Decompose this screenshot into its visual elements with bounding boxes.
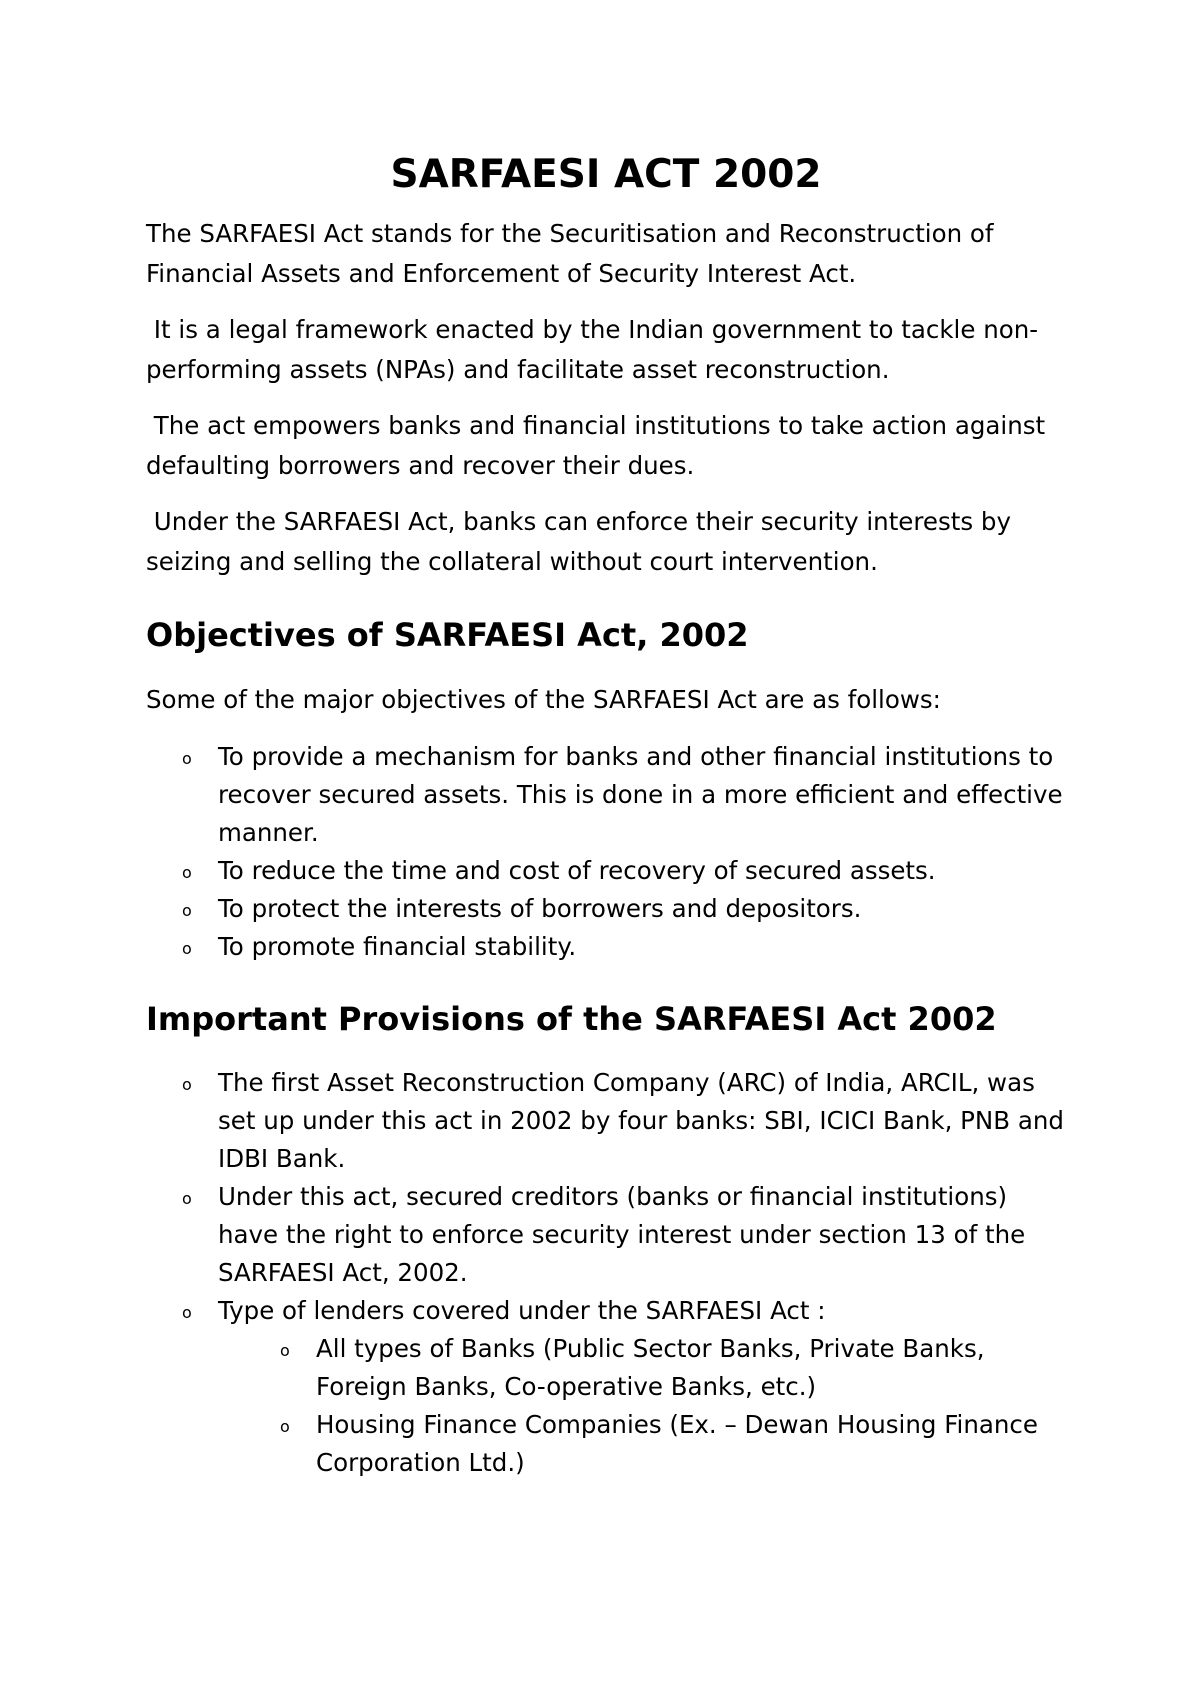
list-item bbox=[146, 928, 1066, 966]
bullet-icon: o bbox=[182, 901, 192, 920]
list-item-text: All types of Banks (Public Sector Banks, Private Banks, Foreign Banks, Co-operative Banks, etc.) bbox=[316, 1334, 985, 1401]
list-item bbox=[280, 1330, 1066, 1406]
paragraph-framework: It is a legal framework enacted by the Indian government to tackle non-performing assets (NPAs) and facilitate asset reconstruction. bbox=[146, 315, 1039, 384]
bullet-icon: o bbox=[280, 1341, 290, 1360]
list-item bbox=[146, 738, 1066, 852]
list-item-text: Housing Finance Companies (Ex. – Dewan Housing Finance Corporation Ltd.) bbox=[316, 1410, 1038, 1477]
list-item-text: To provide a mechanism for banks and other financial institutions to recover secured assets. This is done in a more efficient and effective manner. bbox=[218, 742, 1063, 847]
bullet-icon: o bbox=[280, 1417, 290, 1436]
list-item bbox=[146, 1292, 1066, 1330]
provisions-list bbox=[146, 1064, 1066, 1330]
list-item bbox=[146, 1064, 1066, 1178]
paragraph-definition: The SARFAESI Act stands for the Securitisation and Reconstruction of Financial Assets and Enforcement of Security Interest Act. bbox=[146, 219, 1002, 288]
list-item bbox=[146, 890, 1066, 928]
provisions-heading: Important Provisions of the SARFAESI Act 2002 bbox=[146, 1000, 997, 1038]
list-item-text: The first Asset Reconstruction Company (ARC) of India, ARCIL, was set up under this act in 2002 by four banks: SBI, ICICI Bank, PNB and IDBI Bank. bbox=[218, 1068, 1064, 1173]
list-item-text: To reduce the time and cost of recovery of secured assets. bbox=[218, 856, 936, 885]
list-item bbox=[146, 1178, 1066, 1292]
bullet-icon: o bbox=[182, 749, 192, 768]
objectives-heading: Objectives of SARFAESI Act, 2002 bbox=[146, 616, 749, 654]
bullet-icon: o bbox=[182, 863, 192, 882]
list-item bbox=[146, 852, 1066, 890]
list-item bbox=[280, 1406, 1066, 1482]
paragraph-enforce: Under the SARFAESI Act, banks can enforce their security interests by seizing and selling the collateral without court intervention. bbox=[146, 507, 1019, 576]
bullet-icon: o bbox=[182, 1303, 192, 1322]
document-title: SARFAESI ACT 2002 bbox=[390, 152, 822, 197]
list-item-text: To protect the interests of borrowers and depositors. bbox=[218, 894, 862, 923]
objectives-intro: Some of the major objectives of the SARFAESI Act are as follows: bbox=[146, 685, 941, 714]
bullet-icon: o bbox=[182, 1189, 192, 1208]
list-item-text: Type of lenders covered under the SARFAESI Act : bbox=[218, 1296, 826, 1325]
bullet-icon: o bbox=[182, 1075, 192, 1094]
list-item-text: To promote financial stability. bbox=[218, 932, 577, 961]
document-body bbox=[146, 148, 1066, 1482]
objectives-list bbox=[146, 738, 1066, 966]
lender-types-list bbox=[146, 1330, 1066, 1482]
list-item-text: Under this act, secured creditors (banks or financial institutions) have the right to enforce security interest under section 13 of the SARFAESI Act, 2002. bbox=[218, 1182, 1026, 1287]
paragraph-empowers: The act empowers banks and financial institutions to take action against defaulting borrowers and recover their dues. bbox=[146, 411, 1053, 480]
bullet-icon: o bbox=[182, 939, 192, 958]
